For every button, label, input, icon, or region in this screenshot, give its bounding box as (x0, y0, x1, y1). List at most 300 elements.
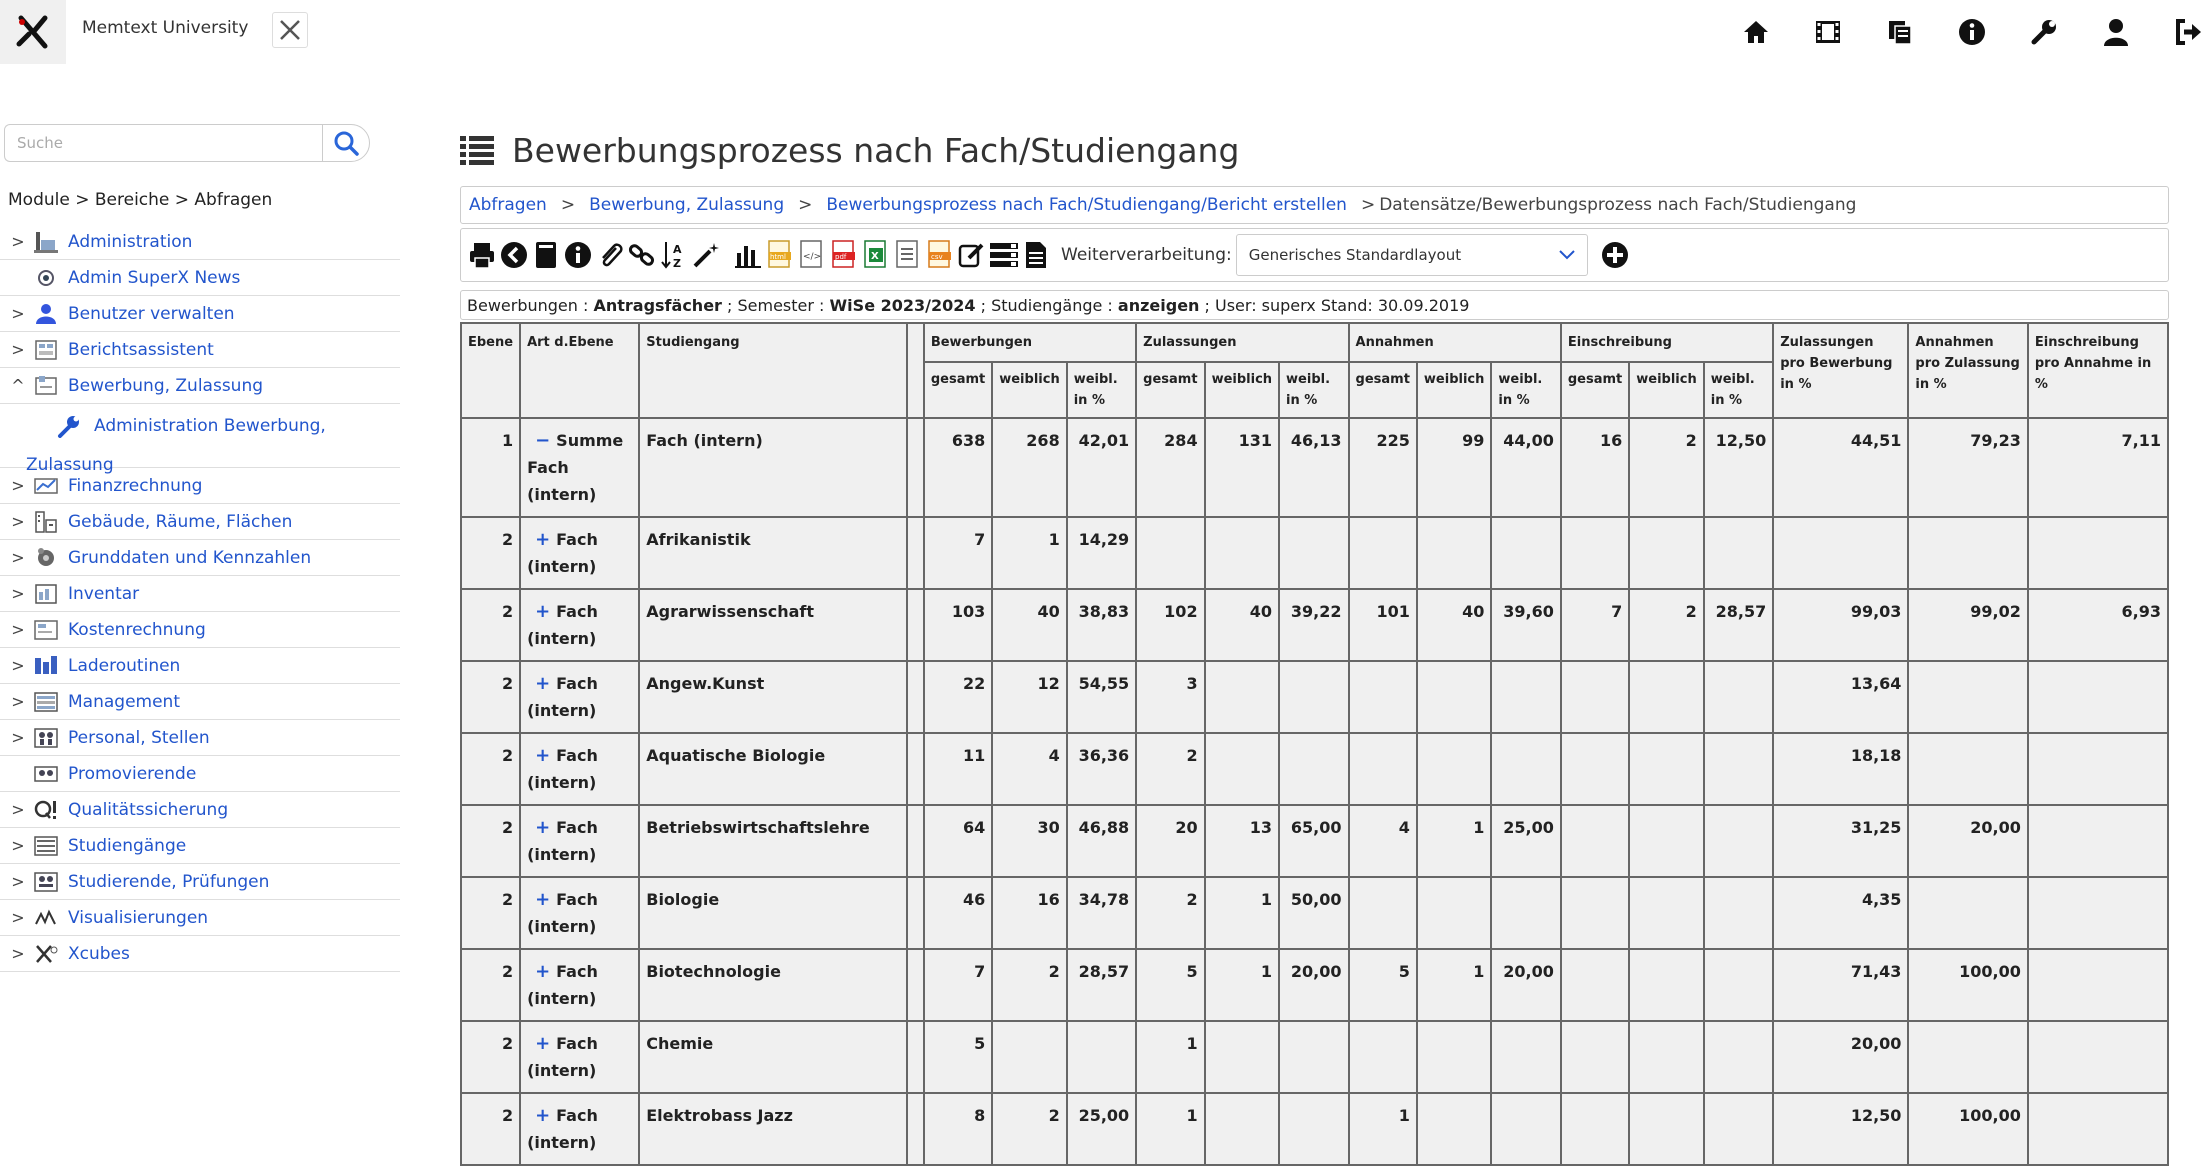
svg-text:X: X (871, 251, 879, 262)
nav-link[interactable]: Laderoutinen (68, 655, 181, 676)
nav-link[interactable]: Benutzer verwalten (68, 303, 235, 324)
nav-item-studiengaenge[interactable] (0, 828, 400, 864)
finance-icon (32, 473, 60, 499)
breadcrumb-abfragen[interactable]: Abfragen (469, 195, 547, 215)
nav-item-personal-stellen[interactable] (0, 720, 400, 756)
cell-value (1205, 1021, 1279, 1093)
cell-studiengang: Angew.Kunst (639, 661, 907, 733)
cell-value: 12,50 (1704, 418, 1773, 517)
cell-value (1279, 517, 1348, 589)
cell-value: 20,00 (1491, 949, 1560, 1021)
nav-item-xcubes[interactable] (0, 936, 400, 972)
nav-item-management[interactable] (0, 684, 400, 720)
nav-link[interactable]: Administration (68, 231, 193, 252)
subheader-weibl-pct[interactable]: weibl. in % (1279, 362, 1348, 418)
nav-link[interactable]: Finanzrechnung (68, 475, 203, 496)
cell-value: 5 (1136, 949, 1204, 1021)
bar-chart-icon[interactable] (733, 238, 763, 272)
report-table-body (461, 418, 2168, 1165)
layout-select[interactable] (1236, 234, 1588, 276)
courses-icon (32, 833, 60, 859)
nav-item-kostenrechnung[interactable] (0, 612, 400, 648)
cell-art-ebene (520, 1021, 639, 1093)
subheader-weiblich[interactable]: weiblich (1205, 362, 1279, 418)
breadcrumb-separator: > (560, 195, 576, 215)
nav-item-finanzrechnung[interactable] (0, 468, 400, 504)
expand-toggle[interactable]: > (11, 512, 25, 531)
close-menu-button[interactable] (272, 12, 308, 48)
expand-row-button[interactable]: + (535, 673, 551, 694)
cell-value: 8 (924, 1093, 992, 1165)
news-icon (32, 265, 60, 291)
chevron-down-icon (1559, 250, 1575, 260)
col-header-zulassungen[interactable]: Zulassungen (1136, 323, 1348, 362)
admin-icon (32, 229, 60, 255)
col-header-spacer (907, 323, 924, 418)
cell-value: 20,00 (1908, 805, 2027, 877)
doctoral-icon (32, 761, 60, 787)
cell-value: 638 (924, 418, 992, 517)
cell-value: 5 (1349, 949, 1417, 1021)
svg-text:A: A (673, 243, 682, 256)
cell-studiengang: Aquatische Biologie (639, 733, 907, 805)
nav-item-admin-superx-news[interactable] (0, 260, 400, 296)
breadcrumb-separator: > (1360, 195, 1376, 215)
cell-ebene: 2 (461, 949, 520, 1021)
html-export-icon[interactable] (765, 238, 795, 272)
expand-toggle[interactable]: > (11, 548, 25, 567)
staff-icon (32, 725, 60, 751)
breadcrumb-bewerbung-zulassung[interactable]: Bewerbung, Zulassung (589, 195, 785, 215)
cell-spacer (907, 733, 924, 805)
list-icon (460, 135, 494, 165)
cell-value: 131 (1205, 418, 1279, 517)
svg-text:pdf: pdf (835, 253, 847, 261)
expand-toggle[interactable]: > (11, 620, 25, 639)
cell-value (1561, 1021, 1629, 1093)
svg-text:csv: csv (931, 253, 943, 261)
cell-value: 284 (1136, 418, 1204, 517)
application-icon (32, 373, 60, 399)
cell-value (1349, 877, 1417, 949)
cell-value (1205, 517, 1279, 589)
cell-art-ebene (520, 517, 639, 589)
expand-toggle[interactable]: > (11, 836, 25, 855)
expand-toggle[interactable]: > (11, 476, 25, 495)
text-export-icon[interactable] (893, 238, 923, 272)
paperclip-icon[interactable] (595, 238, 625, 272)
cell-spacer (907, 805, 924, 877)
print-icon[interactable] (467, 238, 497, 272)
cell-value: 2 (992, 949, 1066, 1021)
cell-value: 20 (1136, 805, 1204, 877)
layout-list-icon[interactable] (989, 238, 1019, 272)
expand-toggle[interactable]: > (11, 944, 25, 963)
col-header-art[interactable]: Art d.Ebene (520, 323, 639, 418)
col-header-zulassungen-pro-bewerbung[interactable]: Zulassungen pro Bewerbung in % (1773, 323, 1908, 418)
cell-value: 39,60 (1491, 589, 1560, 661)
cell-value (1417, 1021, 1491, 1093)
cell-ebene: 2 (461, 661, 520, 733)
table-row (461, 418, 2168, 517)
nav-item-bewerbung-zulassung[interactable] (0, 368, 400, 404)
cell-value: 102 (1136, 589, 1204, 661)
info-key: ; Semester : (721, 295, 830, 315)
xcubes-icon (32, 941, 60, 967)
search-box (4, 124, 370, 162)
visual-icon (32, 905, 60, 931)
cell-value (1704, 805, 1773, 877)
report-toolbar (460, 228, 2169, 282)
nav-link[interactable]: Berichtsassistent (68, 339, 214, 360)
module-nav (0, 224, 400, 972)
cell-value (1629, 949, 1703, 1021)
nav-link[interactable]: Admin SuperX News (68, 267, 241, 288)
cell-value (1908, 661, 2027, 733)
cell-value (1629, 1021, 1703, 1093)
subheader-weibl-pct[interactable]: weibl. in % (1067, 362, 1136, 418)
document-icon[interactable] (531, 238, 561, 272)
cell-value (1908, 1021, 2027, 1093)
cell-value: 7 (924, 517, 992, 589)
nav-item-inventar[interactable] (0, 576, 400, 612)
collapse-toggle[interactable]: ^ (11, 376, 25, 395)
sort-az-icon[interactable] (659, 238, 689, 272)
expand-row-button[interactable]: + (535, 529, 551, 550)
cell-value: 100,00 (1908, 949, 2027, 1021)
page-title: Bewerbungsprozess nach Fach/Studiengang (512, 130, 1240, 170)
info-icon[interactable] (563, 238, 593, 272)
subheader-weiblich[interactable]: weiblich (1417, 362, 1491, 418)
expand-toggle[interactable]: > (11, 692, 25, 711)
cell-value: 100,00 (1908, 1093, 2027, 1165)
back-icon[interactable] (499, 238, 529, 272)
nav-link[interactable]: Studiengänge (68, 835, 187, 856)
info-value: WiSe 2023/2024 (829, 295, 976, 315)
film-icon[interactable] (1807, 11, 1849, 53)
expand-row-button[interactable]: + (535, 817, 551, 838)
col-header-einschreibung-pro-annahme[interactable]: Einschreibung pro Annahme in % (2028, 323, 2168, 418)
expand-row-button[interactable]: + (535, 1033, 551, 1054)
load-icon (32, 653, 60, 679)
info-key: Bewerbungen : (467, 295, 594, 315)
nav-link[interactable]: Kostenrechnung (68, 619, 206, 640)
expand-toggle[interactable]: > (11, 872, 25, 891)
nav-item-visualisierungen[interactable] (0, 900, 400, 936)
expand-toggle[interactable]: > (11, 800, 25, 819)
expand-toggle[interactable]: > (11, 304, 25, 323)
nav-item-grunddaten[interactable] (0, 540, 400, 576)
cell-value: 1 (1205, 949, 1279, 1021)
cell-value (1279, 661, 1348, 733)
table-row (461, 1021, 2168, 1093)
breadcrumb-bericht-erstellen[interactable]: Bewerbungsprozess nach Fach/Studiengang/Bericht erstellen (826, 195, 1347, 215)
cell-value (1629, 733, 1703, 805)
subheader-gesamt[interactable]: gesamt (924, 362, 992, 418)
cell-studiengang: Biotechnologie (639, 949, 907, 1021)
nav-item-berichtsassistent[interactable] (0, 332, 400, 368)
art-label: Fach (intern) (527, 674, 598, 720)
cell-art-ebene (520, 661, 639, 733)
cell-value: 4,35 (1773, 877, 1908, 949)
nav-item-administration[interactable] (0, 224, 400, 260)
file-text-icon[interactable] (1021, 238, 1051, 272)
info-value: anzeigen (1117, 295, 1200, 315)
cell-value: 16 (1561, 418, 1629, 517)
cell-art-ebene (520, 877, 639, 949)
cell-value (1908, 877, 2027, 949)
home-icon[interactable] (1735, 11, 1777, 53)
cell-value (1561, 1093, 1629, 1165)
nav-link[interactable]: Qualitätssicherung (68, 799, 229, 820)
cost-icon (32, 617, 60, 643)
subheader-gesamt[interactable]: gesamt (1136, 362, 1204, 418)
nav-item-laderoutinen[interactable] (0, 648, 400, 684)
cell-value (1205, 661, 1279, 733)
subheader-weiblich[interactable]: weiblich (992, 362, 1066, 418)
cell-value: 46,13 (1279, 418, 1348, 517)
cell-studiengang: Biologie (639, 877, 907, 949)
col-header-ebene[interactable]: Ebene (461, 323, 520, 418)
wrench-icon[interactable] (2023, 11, 2065, 53)
close-icon (278, 18, 302, 42)
cell-spacer (907, 1093, 924, 1165)
cell-ebene: 2 (461, 805, 520, 877)
nav-item-benutzer-verwalten[interactable] (0, 296, 400, 332)
inventory-icon (32, 581, 60, 607)
nav-link[interactable]: Bewerbung, Zulassung (68, 375, 264, 396)
nav-item-gebaeude[interactable] (0, 504, 400, 540)
cell-value: 30 (992, 805, 1066, 877)
svg-text:html: html (770, 253, 786, 261)
col-header-annahmen-pro-zulassung[interactable]: Annahmen pro Zulassung in % (1908, 323, 2027, 418)
subheader-weibl-pct[interactable]: weibl. in % (1704, 362, 1773, 418)
nav-link[interactable]: Grunddaten und Kennzahlen (68, 547, 312, 568)
cell-value: 28,57 (1067, 949, 1136, 1021)
expand-row-button[interactable]: + (535, 961, 551, 982)
cell-value (1349, 733, 1417, 805)
magic-wand-icon[interactable] (691, 238, 721, 272)
top-header (0, 0, 2209, 64)
cell-value: 225 (1349, 418, 1417, 517)
cell-value: 22 (924, 661, 992, 733)
expand-toggle[interactable]: > (11, 584, 25, 603)
nav-link[interactable]: Promovierende (68, 763, 197, 784)
expand-toggle[interactable]: > (11, 656, 25, 675)
cell-value: 2 (1136, 733, 1204, 805)
cell-value: 2 (1629, 418, 1703, 517)
col-header-bewerbungen[interactable]: Bewerbungen (924, 323, 1136, 362)
col-header-studiengang[interactable]: Studiengang (639, 323, 907, 418)
cell-value: 4 (992, 733, 1066, 805)
report-table (460, 322, 2169, 1166)
nav-link[interactable]: Xcubes (68, 943, 130, 964)
nav-item-promovierende[interactable] (0, 756, 400, 792)
cell-value: 31,25 (1773, 805, 1908, 877)
search-button[interactable] (322, 124, 370, 162)
cell-value (1279, 1021, 1348, 1093)
subheader-gesamt[interactable]: gesamt (1561, 362, 1629, 418)
cell-value: 101 (1349, 589, 1417, 661)
cell-value (1136, 517, 1204, 589)
report-assistant-icon (32, 337, 60, 363)
cell-value: 44,00 (1491, 418, 1560, 517)
cell-value: 14,29 (1067, 517, 1136, 589)
cell-value: 1 (1349, 1093, 1417, 1165)
nav-link[interactable]: Personal, Stellen (68, 727, 210, 748)
nav-link[interactable]: Visualisierungen (68, 907, 209, 928)
cell-art-ebene (520, 418, 639, 517)
col-header-annahmen[interactable]: Annahmen (1349, 323, 1561, 362)
cell-spacer (907, 418, 924, 517)
cell-value: 5 (924, 1021, 992, 1093)
cell-value (2028, 805, 2168, 877)
basedata-icon (32, 545, 60, 571)
cell-ebene: 2 (461, 589, 520, 661)
university-name: Memtext University (82, 18, 249, 38)
breadcrumb-separator: > (798, 195, 813, 215)
logout-icon[interactable] (2167, 11, 2209, 53)
copy-icon[interactable] (1879, 11, 1921, 53)
cell-ebene: 2 (461, 517, 520, 589)
cell-value: 65,00 (1279, 805, 1348, 877)
cell-value: 99 (1417, 418, 1491, 517)
building-icon (32, 509, 60, 535)
cell-value (1417, 517, 1491, 589)
cell-spacer (907, 589, 924, 661)
search-input[interactable] (4, 124, 322, 162)
expand-row-button[interactable]: + (535, 601, 551, 622)
expand-toggle[interactable]: > (11, 340, 25, 359)
cell-value (1417, 733, 1491, 805)
cell-value (1561, 949, 1629, 1021)
cell-value (2028, 1093, 2168, 1165)
cell-value (1561, 661, 1629, 733)
management-icon (32, 689, 60, 715)
expand-row-button[interactable]: + (535, 745, 551, 766)
info-icon[interactable] (1951, 11, 1993, 53)
cell-value: 79,23 (1908, 418, 2027, 517)
nav-link[interactable]: Management (68, 691, 180, 712)
cell-value: 20,00 (1279, 949, 1348, 1021)
cell-value (992, 1021, 1066, 1093)
expand-toggle[interactable]: > (11, 232, 25, 251)
superx-logo[interactable] (0, 0, 66, 64)
cell-value: 71,43 (1773, 949, 1908, 1021)
art-label: Fach (intern) (527, 818, 598, 864)
nav-link[interactable]: Studierende, Prüfungen (68, 871, 270, 892)
cell-value: 25,00 (1491, 805, 1560, 877)
cell-ebene: 2 (461, 1093, 520, 1165)
cell-value (1629, 1093, 1703, 1165)
cell-studiengang: Chemie (639, 1021, 907, 1093)
nav-item-qualitaetssicherung[interactable] (0, 792, 400, 828)
cell-value: 1 (1136, 1093, 1204, 1165)
subheader-gesamt[interactable]: gesamt (1349, 362, 1417, 418)
cell-spacer (907, 661, 924, 733)
expand-row-button[interactable]: + (535, 889, 551, 910)
cell-value (1417, 1093, 1491, 1165)
cell-studiengang: Fach (intern) (639, 418, 907, 517)
cell-value: 50,00 (1279, 877, 1348, 949)
cell-value: 7 (924, 949, 992, 1021)
cell-value: 46 (924, 877, 992, 949)
add-layout-button[interactable] (1600, 238, 1630, 272)
subheader-weiblich[interactable]: weiblich (1629, 362, 1703, 418)
nav-item-administration-bewerbung-zulassung[interactable] (0, 404, 400, 475)
cell-value: 25,00 (1067, 1093, 1136, 1165)
cell-value (1629, 661, 1703, 733)
cell-value: 2 (1136, 877, 1204, 949)
cell-value: 46,88 (1067, 805, 1136, 877)
cell-studiengang: Betriebswirtschaftslehre (639, 805, 907, 877)
expand-row-button[interactable]: + (535, 1105, 551, 1126)
cell-value (1561, 517, 1629, 589)
collapse-row-button[interactable]: − (535, 430, 551, 451)
pdf-export-icon[interactable] (829, 238, 859, 272)
cell-studiengang: Agrarwissenschaft (639, 589, 907, 661)
cell-value (1908, 517, 2027, 589)
edit-icon[interactable] (957, 238, 987, 272)
expand-toggle[interactable]: > (11, 728, 25, 747)
xml-export-icon[interactable] (797, 238, 827, 272)
csv-export-icon[interactable] (925, 238, 955, 272)
table-row (461, 1093, 2168, 1165)
nav-link[interactable]: Gebäude, Räume, Flächen (68, 511, 293, 532)
cell-value: 28,57 (1704, 589, 1773, 661)
art-label: Fach (intern) (527, 962, 598, 1008)
expand-toggle[interactable]: > (11, 908, 25, 927)
cell-value (1704, 517, 1773, 589)
layout-select-value: Generisches Standardlayout (1248, 246, 1462, 264)
cell-value (2028, 661, 2168, 733)
cell-value: 39,22 (1279, 589, 1348, 661)
cell-value (1491, 1093, 1560, 1165)
cell-value (2028, 733, 2168, 805)
breadcrumb (460, 186, 2169, 224)
cell-value (1279, 733, 1348, 805)
cell-value: 34,78 (1067, 877, 1136, 949)
col-header-einschreibung[interactable]: Einschreibung (1561, 323, 1773, 362)
table-row (461, 661, 2168, 733)
info-key: ; Studiengänge : (975, 295, 1118, 315)
cell-value: 1 (1136, 1021, 1204, 1093)
cell-ebene: 1 (461, 418, 520, 517)
subheader-weibl-pct[interactable]: weibl. in % (1491, 362, 1560, 418)
cell-value (1629, 517, 1703, 589)
nav-link[interactable]: Administration Bewerbung, (94, 416, 326, 436)
cell-value (1349, 517, 1417, 589)
cell-value (1629, 877, 1703, 949)
cell-value: 7,11 (2028, 418, 2168, 517)
cell-value: 7 (1561, 589, 1629, 661)
cell-spacer (907, 517, 924, 589)
nav-item-studierende-pruefungen[interactable] (0, 864, 400, 900)
report-info-bar (460, 290, 2169, 320)
link-icon[interactable] (627, 238, 657, 272)
nav-link[interactable]: Inventar (68, 583, 140, 604)
excel-export-icon[interactable] (861, 238, 891, 272)
nav-link-continuation[interactable]: Zulassung (26, 455, 114, 475)
cell-value: 36,36 (1067, 733, 1136, 805)
cell-value: 54,55 (1067, 661, 1136, 733)
cell-value: 40 (992, 589, 1066, 661)
cell-value: 12 (992, 661, 1066, 733)
cell-value (1491, 733, 1560, 805)
cell-value (1704, 661, 1773, 733)
user-icon[interactable] (2095, 11, 2137, 53)
weiterverarbeitung-label: Weiterverarbeitung: (1061, 245, 1232, 265)
